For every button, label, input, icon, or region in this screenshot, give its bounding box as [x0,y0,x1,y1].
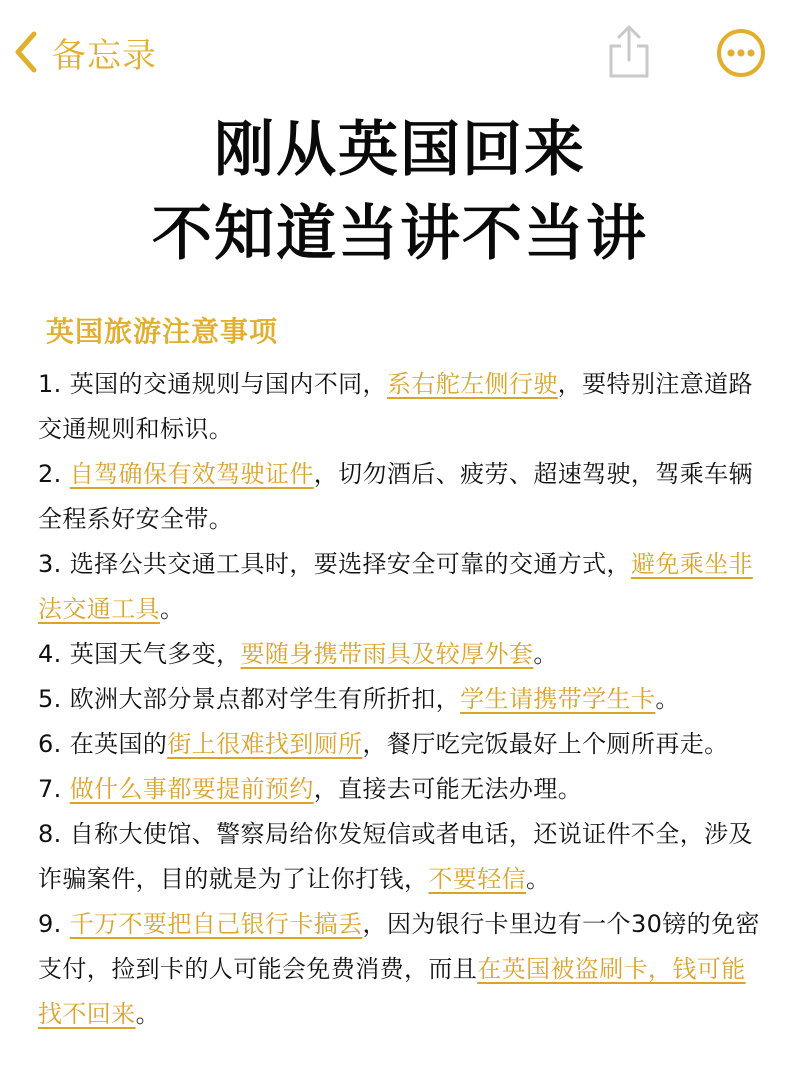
tip-item-8 [38,812,768,902]
tip-item-7 [38,767,768,812]
tip-text: 。 [160,595,185,623]
tip-text: 。 [533,640,558,668]
tip-text: 。 [655,685,680,713]
tip-item-1 [38,362,768,452]
tip-text: ，餐厅吃完饭最好上个厕所再走。 [362,730,729,758]
section-heading: 英国旅游注意事项 [46,315,279,348]
highlighted-text[interactable]: 千万不要把自己银行卡搞丢 [69,910,363,938]
tip-text: 2. [38,460,70,488]
highlighted-text[interactable]: 做什么事都要提前预约 [69,775,314,803]
back-label: 备忘录 [52,35,157,76]
highlighted-text[interactable]: 在英国被盗刷卡，钱可能找不回来 [38,955,746,1028]
tip-item-3 [38,542,768,632]
tip-item-9 [38,902,768,1037]
title-line-2: 不知道当讲不当讲 [152,199,648,269]
highlighted-text[interactable]: 避免乘坐非法交通工具 [38,550,753,623]
nav-bar [0,0,800,104]
highlighted-text[interactable]: 自驾确保有效驾驶证件 [69,460,314,488]
tip-text: 。 [135,1000,161,1028]
tip-text: 3. 选择公共交通工具时，要选择安全可靠的交通方式， [38,550,631,578]
tip-text: ，因为银行卡里边有一个30镑的免密支付，捡到卡的人可能会免费消费，而且 [38,910,760,983]
highlighted-text[interactable]: 街上很难找到厕所 [167,730,363,758]
tip-item-5 [38,677,768,722]
tip-text: 9. [38,910,70,938]
tip-text: 5. 欧洲大部分景点都对学生有所折扣， [38,685,461,713]
chevron-left-icon [14,31,38,73]
highlighted-text[interactable]: 系右舵左侧行驶 [386,370,558,398]
tip-item-4 [38,632,768,677]
tip-text: 4. 英国天气多变， [38,640,241,668]
back-button[interactable] [14,28,157,76]
tip-item-6 [38,722,768,767]
share-icon [606,24,652,80]
tip-text: 7. [38,775,70,803]
note-title [0,108,800,276]
tip-text: ，直接去可能无法办理。 [313,775,583,803]
highlighted-text[interactable]: 要随身携带雨具及较厚外套 [240,640,534,668]
title-line-1: 刚从英国回来 [214,115,586,185]
tip-text: 。 [526,865,551,893]
more-options-icon [716,28,766,78]
tip-text: ，要特别注意道路交通规则和标识。 [38,370,753,443]
share-button[interactable] [606,24,652,80]
highlighted-text[interactable]: 学生请携带学生卡 [460,685,656,713]
tip-text: 8. 自称大使馆、警察局给你发短信或者电话，还说证件不全，涉及诈骗案件，目的就是为了让你打钱， [38,820,753,893]
tip-text: ，切勿酒后、疲劳、超速驾驶，驾乘车辆全程系好安全带。 [38,460,753,533]
tip-text: 1. 英国的交通规则与国内不同， [38,370,387,398]
tip-text: 6. 在英国的 [38,730,168,758]
more-options-button[interactable] [716,28,766,78]
tips-list [38,362,768,1037]
tip-item-2 [38,452,768,542]
highlighted-text[interactable]: 不要轻信 [428,865,527,893]
